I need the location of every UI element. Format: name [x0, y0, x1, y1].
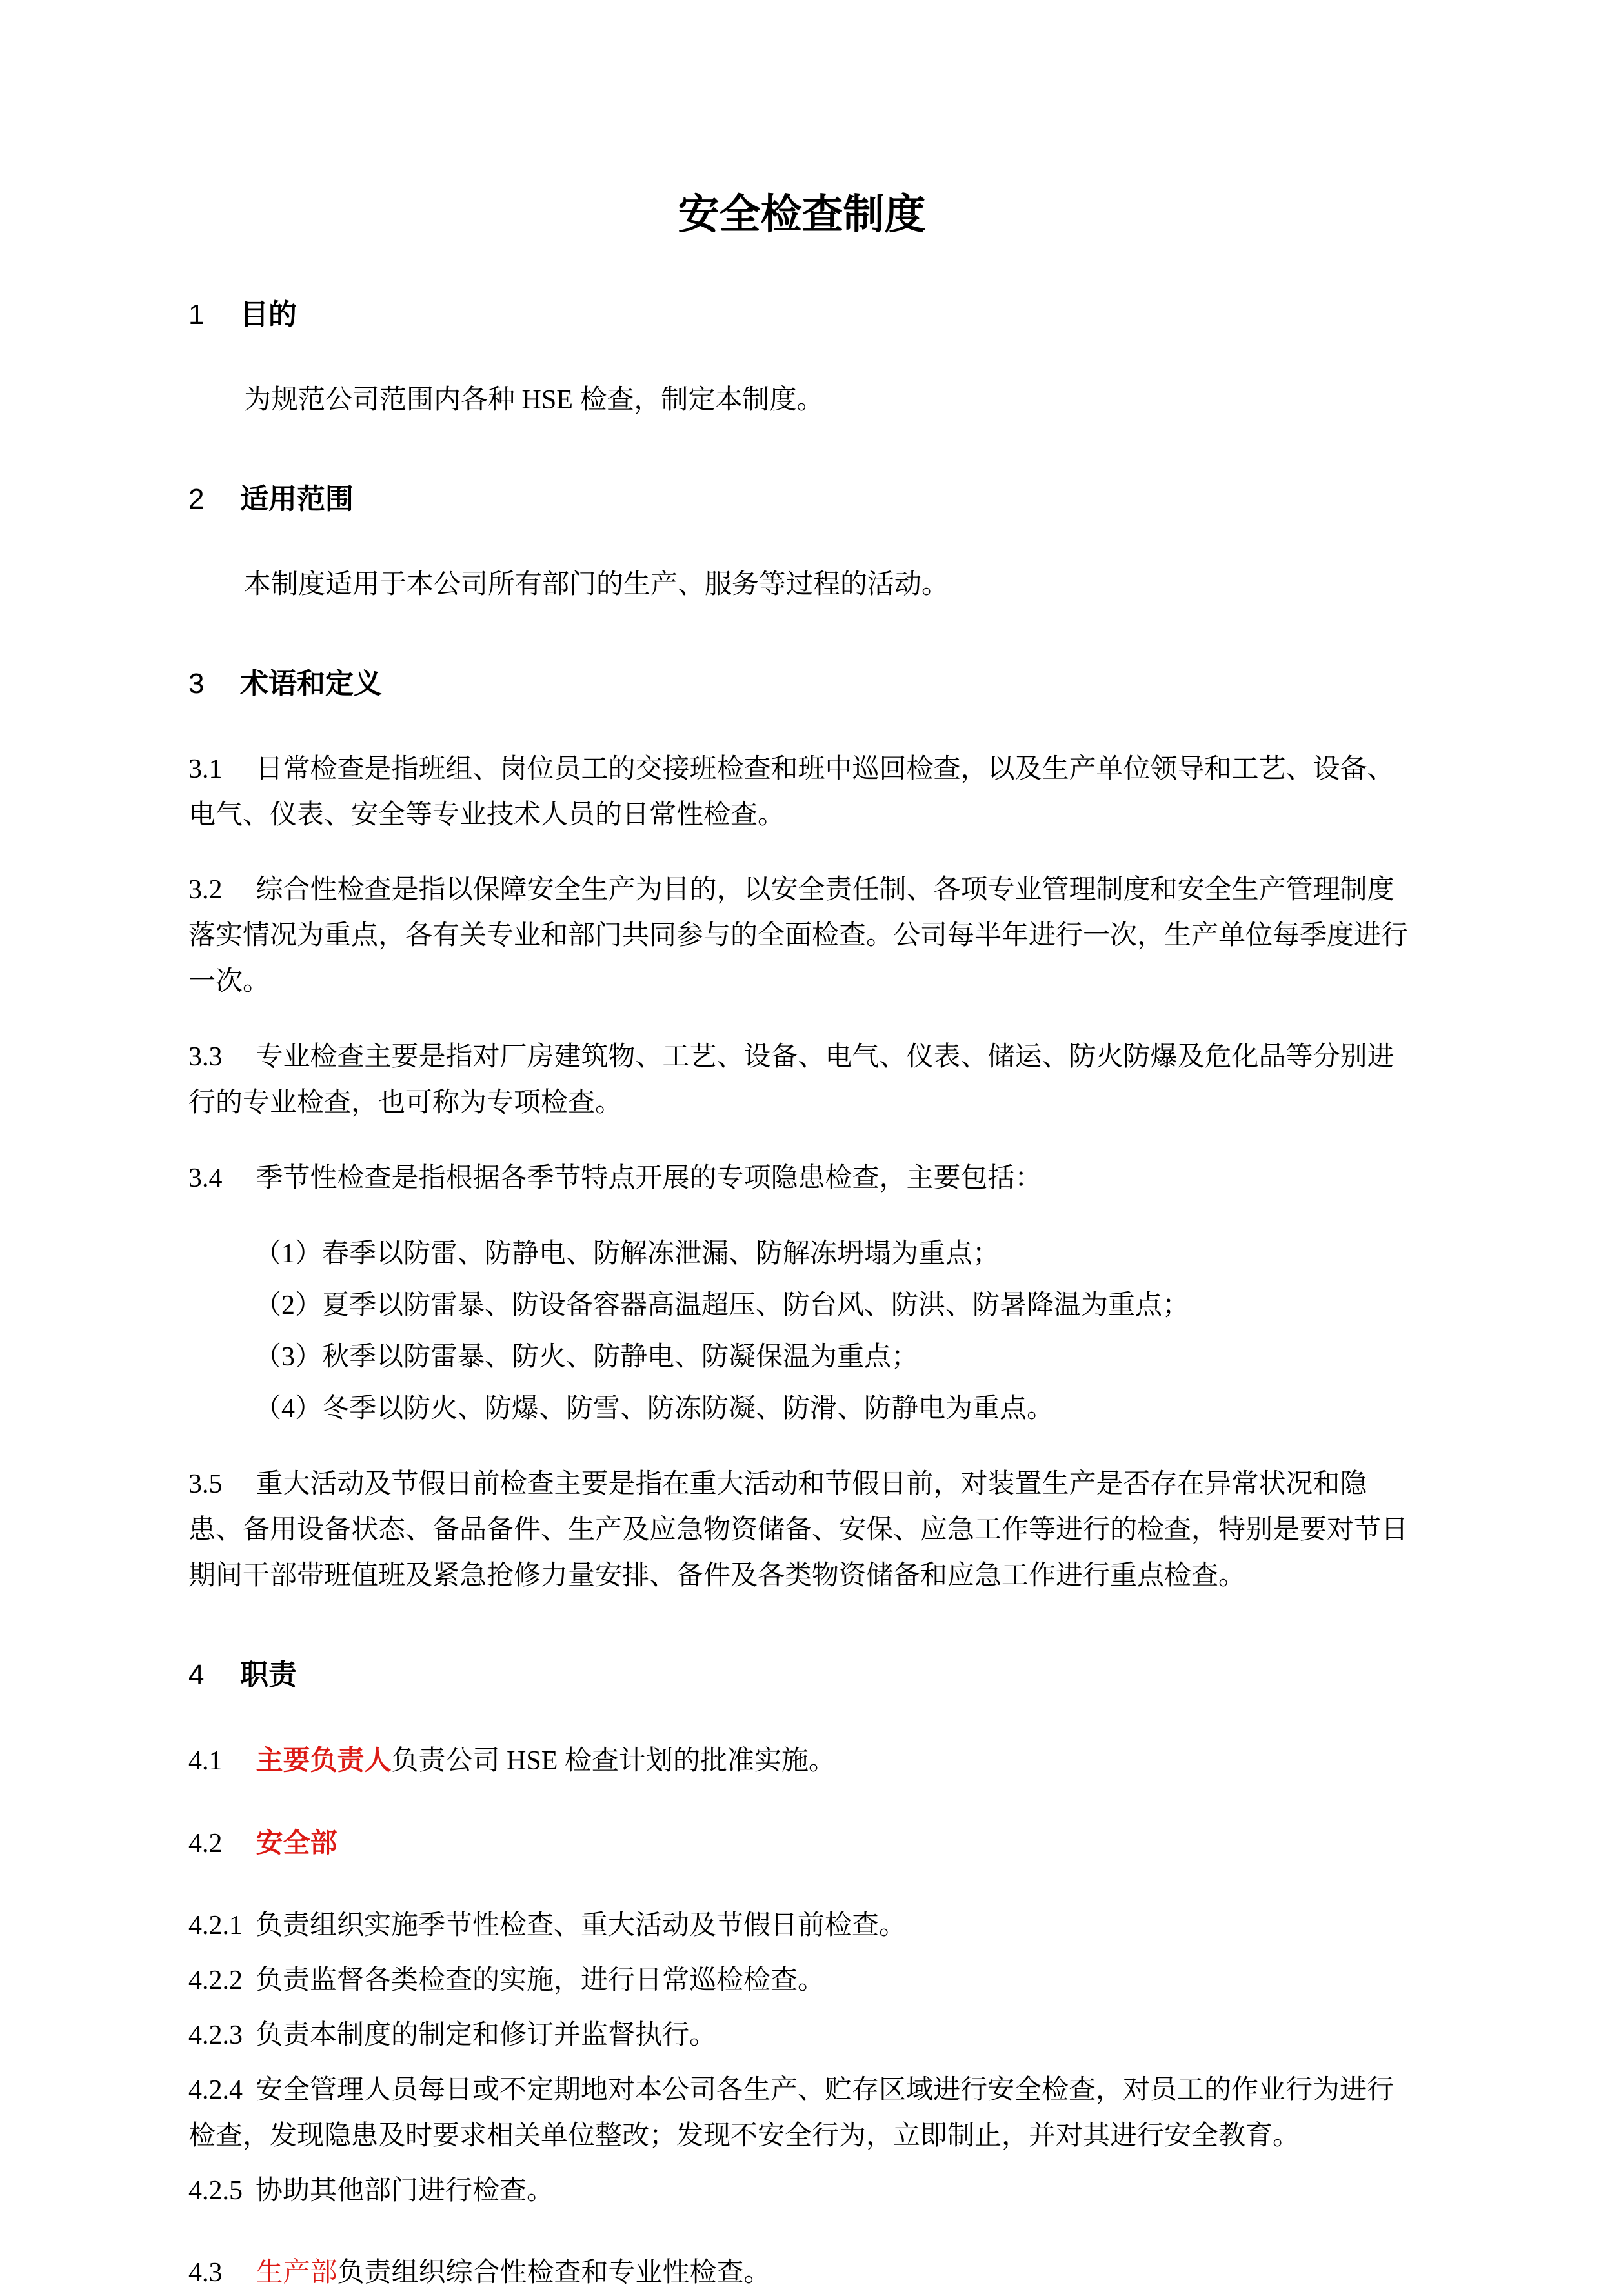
section-label: 目的 [240, 298, 297, 330]
scope-body: 本制度适用于本公司所有部门的生产、服务等过程的活动。 [244, 569, 949, 599]
section-label: 适用范围 [240, 483, 354, 515]
term-number: 3.4 [188, 1163, 223, 1194]
purpose-body: 为规范公司范围内各种 HSE 检查，制定本制度。 [244, 385, 824, 415]
duty-role-highlight: 安全部 [256, 1828, 337, 1858]
duty-number: 4.2.1 [188, 1911, 243, 1940]
term-number: 3.1 [188, 754, 223, 784]
section-number: 1 [188, 298, 205, 330]
seasonal-item-summer: （2）夏季以防雷暴、防设备容器高温超压、防台风、防洪、防暑降温为重点； [254, 1291, 1190, 1321]
duty-number: 4.2 [188, 1829, 223, 1859]
duty-text: 安全管理人员每日或不定期地对本公司各生产、贮存区域进行安全检查，对员工的作业行为进行检查，发现隐患及时要求相关单位整改；发现不安全行为，立即制止，并对其进行安全教育。 [188, 2075, 1395, 2151]
duty-item-4-2-3 [188, 2013, 1415, 2059]
duty-role-highlight: 主要负责人 [256, 1745, 392, 1776]
term-item-3-3 [188, 1034, 1415, 1126]
term-text: 专业检查主要是指对厂房建筑物、工艺、设备、电气、仪表、储运、防火防爆及危化品等分别进行的专业检查，也可称为专项检查。 [188, 1042, 1395, 1118]
duty-text: 负责监督各类检查的实施，进行日常巡检检查。 [256, 1965, 825, 1995]
section-heading-scope [188, 481, 1415, 517]
section-number: 3 [188, 667, 205, 700]
duty-text: 负责组织综合性检查和专业性检查。 [337, 2257, 771, 2288]
section-heading-terms [188, 666, 1415, 701]
duty-text: 负责组织实施季节性检查、重大活动及节假日前检查。 [256, 1911, 907, 1940]
duty-number: 4.3 [188, 2257, 223, 2288]
duty-item-4-2-5 [188, 2168, 1415, 2214]
duty-item-4-2 [188, 1820, 1415, 1867]
duty-text: 协助其他部门进行检查。 [256, 2175, 554, 2206]
duty-item-4-2-1 [188, 1903, 1415, 1949]
duty-number: 4.2.4 [188, 2075, 243, 2105]
term-text: 季节性检查是指根据各季节特点开展的专项隐患检查，主要包括： [256, 1163, 1042, 1194]
section-label: 术语和定义 [240, 667, 382, 700]
seasonal-item-autumn: （3）秋季以防雷暴、防火、防静电、防凝保温为重点； [254, 1342, 919, 1373]
term-text: 综合性检查是指以保障安全生产为目的，以安全责任制、各项专业管理制度和安全生产管理制度落实情况为重点，各有关专业和部门共同参与的全面检查。公司每半年进行一次，生产单位每季度进行一次。 [188, 875, 1409, 997]
duty-item-4-1 [188, 1738, 1415, 1784]
duty-item-4-2-4 [188, 2068, 1415, 2159]
term-item-3-2 [188, 867, 1415, 1005]
duty-number: 4.2.5 [188, 2175, 243, 2206]
section-label: 职责 [240, 1659, 297, 1691]
term-number: 3.3 [188, 1042, 223, 1072]
term-number: 3.2 [188, 875, 223, 905]
term-item-3-5 [188, 1462, 1415, 1599]
term-number: 3.5 [188, 1469, 223, 1500]
duty-number: 4.1 [188, 1746, 223, 1777]
term-item-3-1 [188, 747, 1415, 838]
term-item-3-4 [188, 1156, 1415, 1202]
term-text: 日常检查是指班组、岗位员工的交接班检查和班中巡回检查，以及生产单位领导和工艺、设备、电气、仪表、安全等专业技术人员的日常性检查。 [188, 754, 1395, 830]
seasonal-item-winter: （4）冬季以防火、防爆、防雪、防冻防凝、防滑、防静电为重点。 [254, 1394, 1054, 1424]
duty-item-4-3 [188, 2250, 1415, 2296]
duty-role-highlight: 生产部 [256, 2257, 337, 2288]
duty-item-4-2-2 [188, 1958, 1415, 2004]
section-heading-purpose [188, 297, 1415, 332]
term-text: 重大活动及节假日前检查主要是指在重大活动和节假日前，对装置生产是否存在异常状况和隐患、备用设备状态、备品备件、生产及应急物资储备、安保、应急工作等进行的检查，特别是要对节日期间干部带班值班及紧急抢修力量安排、备件及各类物资储备和应急工作进行重点检查。 [188, 1469, 1409, 1591]
section-heading-duties [188, 1657, 1415, 1693]
duty-text: 负责公司 HSE 检查计划的批准实施。 [391, 1746, 836, 1777]
duty-text: 负责本制度的制定和修订并监督执行。 [256, 2020, 717, 2050]
doc-title: 安全检查制度 [678, 191, 926, 237]
duty-number: 4.2.2 [188, 1965, 243, 1995]
section-number: 2 [188, 483, 205, 515]
duty-number: 4.2.3 [188, 2020, 243, 2050]
seasonal-item-spring: （1）春季以防雷、防静电、防解冻泄漏、防解冻坍塌为重点； [254, 1239, 1000, 1269]
section-number: 4 [188, 1659, 205, 1691]
